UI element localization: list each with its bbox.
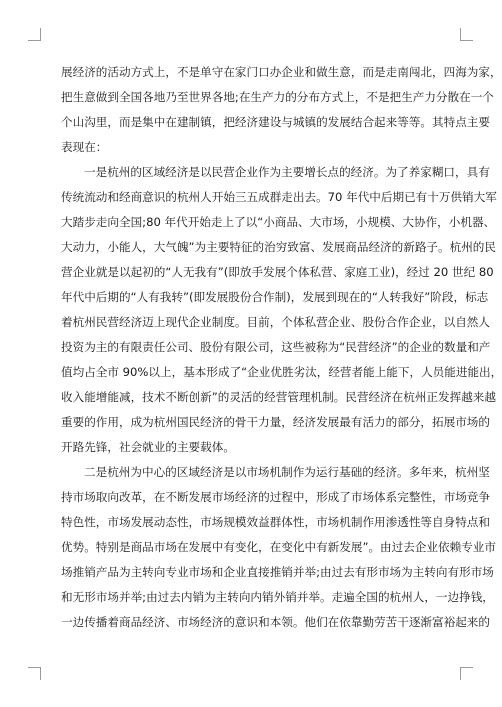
text-line: 值均占全市 90%以上，基本形成了“企业优胜劣汰，经营者能上能下，人员能进能出， [61,365,502,379]
text-line: 特色性，市场发展动态性，市场规模效益群体性，市场机制作用渗透性等自身特点和 [61,515,490,529]
text-line: 优势。特别是商品市场在发展中有变化，在变化中有新发展”。由过去企业依赖专业市 [61,540,496,554]
text-line: 个山沟里，而是集中在建制镇，把经济建设与城镇的发展结合起来等等。其特点主要 [61,115,490,129]
text-line: 重要的作用，成为杭州国民经济的骨干力量，经济发展最有活力的部分，拓展市场的 [61,415,490,429]
text-line: 大动力，小能人，大气魄”为主要特征的治穷致富、发展商品经济的新路子。杭州的民 [61,240,496,254]
text-line: 展经济的活动方式上，不是单守在家门口办企业和做生意，而是走南闯北，四海为家， [61,65,502,79]
text-line: 把生意做到全国各地乃至世界各地;在生产力的分布方式上，不是把生产力分散在一个 [61,90,494,104]
text-line: 营企业就是以起初的“人无我有”(即放手发展个体私营、家庭工业)，经过 20 世纪 80 [61,265,494,279]
crop-mark-bottom-left [28,667,41,680]
text-line: 大踏步走向全国;80 年代开始走上了以“小商品、大市场，小规模、大协作，小机器、 [61,215,496,229]
text-line: 和无形市场并举;由过去内销为主转向内销外销并举。走遍全国的杭州人，一边挣钱， [61,590,494,604]
crop-mark-top-left [28,28,41,41]
text-line: 一边传播着商品经济、市场经济的意识和本领。他们在依靠勤劳苦干逐渐富裕起来的 [61,615,490,629]
text-line: 传统流动和经商意识的杭州人开始三五成群走出去。70 年代中后期已有十万供销大军 [61,190,497,204]
text-line: 收入能增能减，技术不断创新”的灵活的经营管理机制。民营经济在杭州正发挥越来越 [61,390,496,404]
text-line: 一是杭州的区域经济是以民营企业作为主要增长点的经济。为了养家糊口，具有 [84,165,490,179]
text-line: 年代中后期的“人有我转”(即发展股份合作制)，发展到现在的“人转我好”阶段，标志 [61,290,489,304]
text-line: 表现在： [61,140,108,154]
text-line: 投资为主的有限责任公司、股份有限公司，这些被称为“民营经济”的企业的数量和产 [61,340,491,354]
crop-mark-bottom-right [460,667,473,680]
text-line: 着杭州民营经济迈上现代企业制度。目前，个体私营企业、股份合作企业，以自然人 [61,315,490,329]
text-line: 二是杭州为中心的区域经济是以市场机制作为运行基础的经济。多年来，杭州坚 [84,465,490,479]
text-line: 场推销产品为主转向专业市场和企业直接推销并举;由过去有形市场为主转向有形市场 [61,565,494,579]
crop-mark-top-right [460,28,473,41]
text-line: 开路先锋，社会就业的主要载体。 [61,440,235,454]
text-line: 持市场取向改革，在不断发展市场经济的过程中，形成了市场体系完整性，市场竞争 [61,490,490,504]
document-body [61,60,502,635]
